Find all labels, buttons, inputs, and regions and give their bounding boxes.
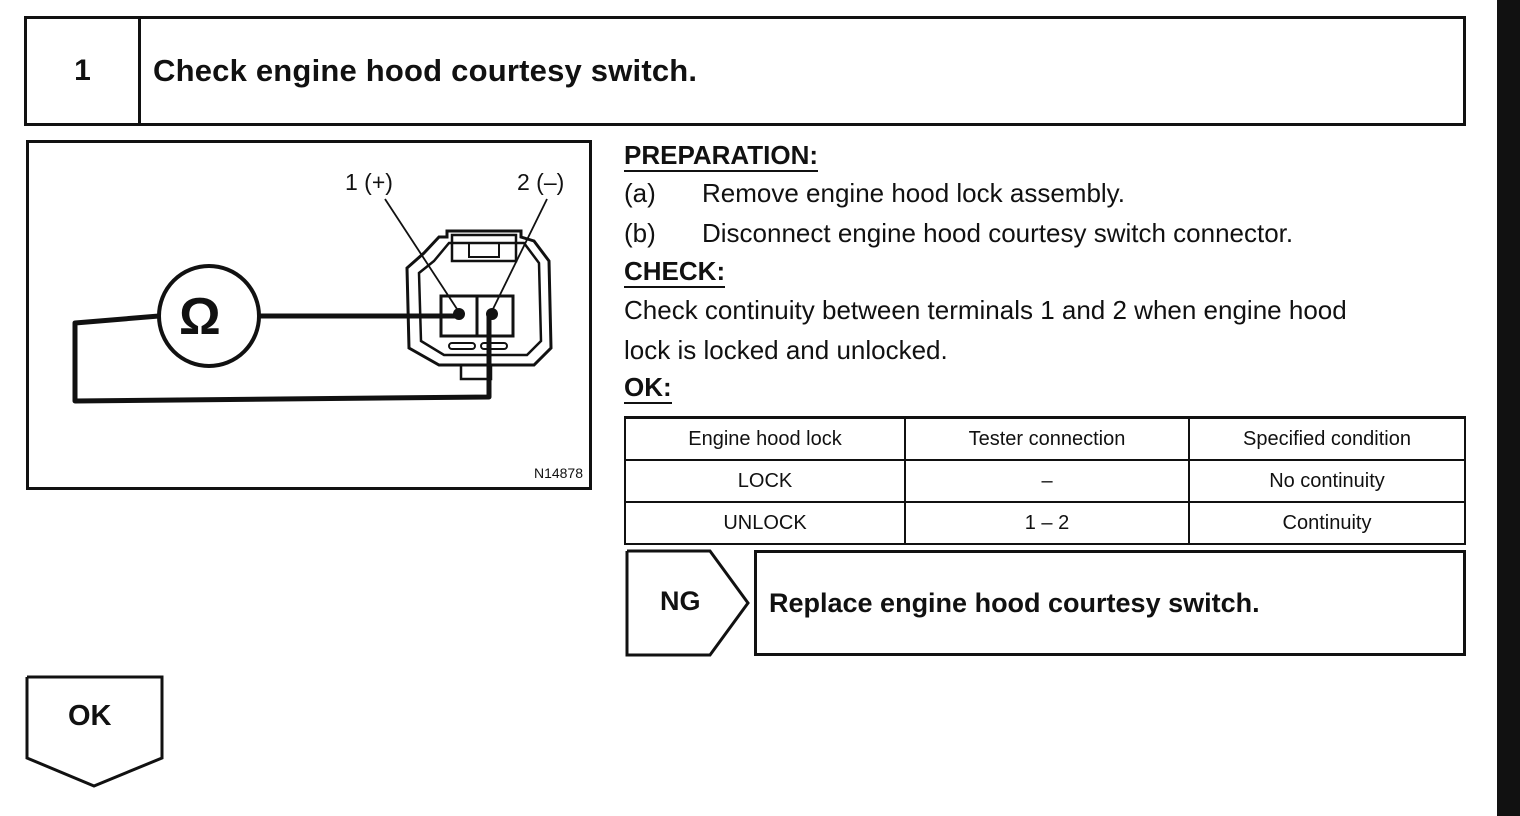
table-cell: LOCK [625,460,905,502]
ohm-symbol: Ω [179,288,221,346]
connector-slot [481,343,507,349]
prep-item-b-letter: (b) [624,218,656,248]
connector-latch-tab [469,243,499,257]
check-text-line-1: Check continuity between terminals 1 and 2 when engine hood [624,295,1347,325]
preparation-heading: PREPARATION: [624,140,819,170]
check-heading: CHECK: [624,256,726,286]
table-cell: 1 – 2 [905,502,1189,544]
table-cell: – [905,460,1189,502]
ohmmeter-connector-diagram [26,140,592,490]
prep-item-a-text: Remove engine hood lock assembly. [702,178,1125,208]
table-header: Specified condition [1189,418,1465,461]
ok-spec-heading: OK: [624,372,672,402]
table-row [625,502,1465,544]
figure-code: N14878 [533,465,583,481]
connector-diagram-drawing [29,143,589,487]
page-edge-bar [1497,0,1520,816]
pin-1-label: 1 (+) [345,169,393,195]
ng-action-text: Replace engine hood courtesy switch. [769,587,1260,618]
ng-action-box [754,550,1466,656]
ok-label: OK [68,700,112,732]
leader-pin-1 [385,199,457,309]
table-cell: No continuity [1189,460,1465,502]
table-cell: UNLOCK [625,502,905,544]
ng-label: NG [660,586,701,616]
prep-item-b-text: Disconnect engine hood courtesy switch connector. [702,218,1294,248]
step-number: 1 [27,19,141,123]
pin-2-label: 2 (–) [517,169,565,195]
connector-slot [449,343,475,349]
prep-item-a-letter: (a) [624,178,656,208]
terminal-2 [486,308,498,320]
table-header: Tester connection [905,418,1189,461]
table-header-row [625,418,1465,461]
spec-table [624,416,1466,545]
table-row [625,460,1465,502]
step-header [24,16,1466,126]
table-header: Engine hood lock [625,418,905,461]
terminal-1 [453,308,465,320]
table-cell: Continuity [1189,502,1465,544]
step-title: Check engine hood courtesy switch. [153,53,698,88]
check-text-line-2: lock is locked and unlocked. [624,335,948,365]
